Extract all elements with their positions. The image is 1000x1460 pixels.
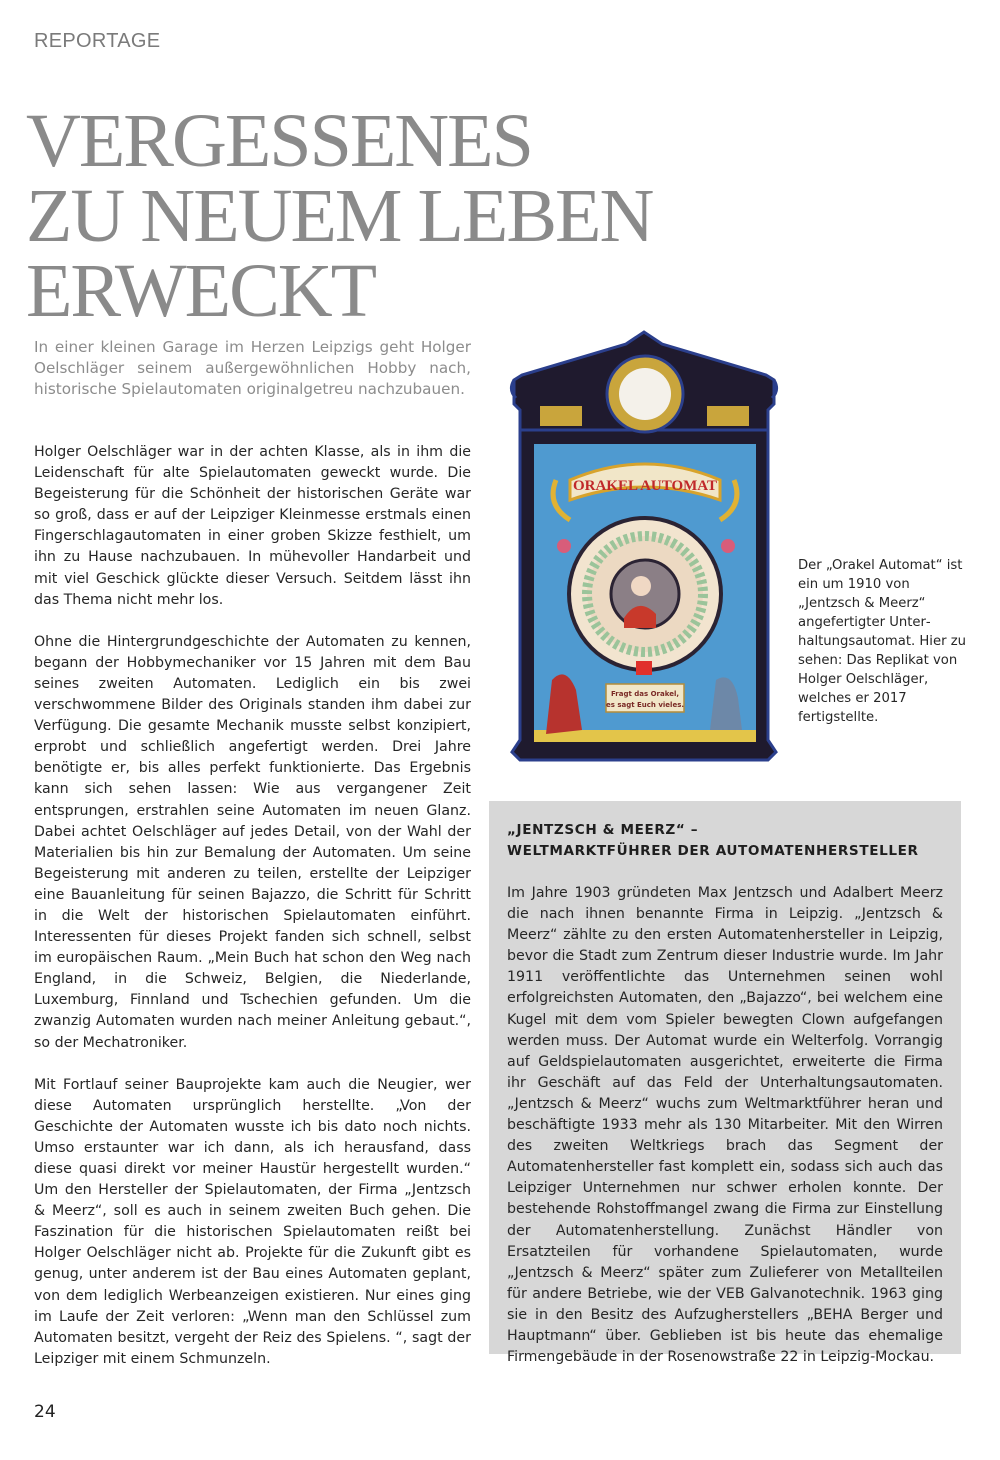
marquee-text: ORAKEL AUTOMAT [572, 478, 718, 494]
sidebar-title [507, 820, 943, 862]
coin-slot-plate [540, 406, 582, 426]
oracle-plaque [606, 684, 684, 712]
body-paragraph: Mit Fortlauf seiner Bauprojekte kam auch die Neugier, wer diese Automaten ursprünglich herstellte. „Von der Geschichte der Automaten wusste ich bis dato noch nichts. Umso erstaunter war ich dann, als ich herausfand, dass diese quasi direkt vor meiner Haustür hergestellt wurden.“ Um den Hersteller der Spielautomaten, der Firma „Jentzsch & Meerz“, soll es auch in seinem zweiten Buch gehen. Die Faszination für die historischen Spielautomaten reißt bei Holger Oelschläger nicht ab. Projekte für die Zukunft gibt es genug, unter anderem ist der Bau eines Automaten geplant, von dem lediglich Werbeanzeigen existieren. Nur eines ging im Laufe der Zeit verloren: „Wenn man den Schlüssel zum Automaten besitzt, vergeht der Reiz des Spielens. “, sagt der Leipziger mit einem Schmunzeln. [34, 1076, 471, 1367]
article-body [34, 442, 471, 1391]
headline-line: ERWECKT [26, 249, 376, 333]
article-lead: In einer kleinen Garage im Herzen Leipzigs geht Holger Oelschläger seinem außergewöhnlichen Hobby nach, historische Spielautomaten originalgetreu nachzubauen. [34, 338, 471, 398]
body-paragraph: Ohne die Hintergrundgeschichte der Automaten zu kennen, begann der Hobbymechaniker vor 15 Jahren mit dem Bau seines zweiten Automaten. Lediglich ein bis zwei verschwommene Bilder des Originals standen ihm dabei zur Verfügung. Die gesamte Mechanik musste selbst konzipiert, erprobt und schließlich angefertigt werden. Drei Jahre benötigte er, bis alles perfekt funktionierte. Das Ergebnis kann sich sehen lassen: Wie aus vergangener Zeit entsprungen, erstrahlen seine Automaten im neuen Glanz. Dabei achtet Oelschläger auf jedes Detail, von der Wahl der Materialien bis hin zur Bemalung der Automaten. Um seine Begeisterung mit anderen zu teilen, erstellte der Leipziger eine Bauanleitung für seinen Bajazzo, die Schritt für Schritt in die Welt der historischen Spielautomaten einführt. Interessenten für dieses Projekt fanden sich schnell, selbst im europäischen Raum. „Mein Buch hat schon den Weg nach England, in die Schweiz, Belgien, die Niederlande, Luxemburg, Finnland und Tschechien gefunden. Um die zwanzig Automaten wurden nach meiner Anleitung gebaut.“, so der Mechatroniker. [34, 633, 471, 1051]
sidebar-text: Im Jahre 1903 gründeten Max Jentzsch und Adalbert Meerz die nach ihnen benannte Firma in Leipzig. „Jentzsch & Meerz“ zählte zu den ersten Automatenhersteller in Leipzig, bevor die Stadt zum Zentrum dieser Industrie wurde. Im Jahr 1911 veröffentlichte das Unternehmen seinen wohl erfolgreichsten Automaten, den „Bajazzo“, bei welchem eine Kugel mit dem vom Spieler bewegten Clown aufgefangen werden muss. Der Automat wurde ein Welterfolg. Vorrangig auf Geldspielautomaten ausgerichtet, erweiterte die Firma ihr Geschäft auf das Feld der Unterhaltungsautomaten. „Jentzsch & Meerz“ wuchs zum Weltmarktführer heran und beschäftigte 1933 mehr als 130 Mitarbeiter. Mit den Wirren des zweiten Weltkriegs brach das Segment der Automatenhersteller fast komplett ein, sodass sich auch das Leipziger Unternehmen nur schwer erholen konnte. Der bestehende Rohstoffmangel zwang die Firma zur Einstellung der Automatenherstellung. Zunächst Händler von Ersatzteilen für vorhandene Spielautomaten, wurde „Jentzsch & Meerz“ später zum Zulieferer von Metallteilen für andere Betriebe, wie der VEB Galvanotechnik. 1963 ging sie in den Besitz des Aufzugherstellers „BEHA Berger und Hauptmann“ über. Geblieben ist bis heute das ehemalige Firmengebäude in der Rosenowstraße 22 in Leipzig-Mockau. [507, 885, 943, 1366]
headline-line: ZU NEUEM LEBEN [26, 174, 653, 258]
page-number: 24 [34, 1402, 56, 1422]
brass-plate [707, 406, 749, 426]
headline-line: VERGESSENES [26, 99, 532, 183]
sidebar-title-line: „JENTZSCH & MEERZ“ – [507, 822, 699, 838]
photo-caption: Der „Orakel Automat“ ist ein um 1910 von „Jentzsch & Meerz“ angefertigter Unterhaltungsautomat. Hier zu sehen: Das Replikat von Holger Oelschläger, welches er 2017 fertigstellte. [798, 558, 966, 725]
plaque-line: Fragt das Orakel, [610, 690, 680, 698]
section-label: REPORTAGE [34, 30, 161, 52]
sidebar-box [489, 801, 961, 1366]
body-paragraph: Holger Oelschläger war in der achten Klasse, als in ihm die Leidenschaft für alte Spielautomaten geweckt wurde. Die Begeisterung für die Schönheit der historischen Geräte war so groß, dass er auf der Leipziger Kleinmesse erstmals einen Fingerschlagautomaten in einer groben Skizze festhielt, um ihn zu Hause nachzubauen. In mühevoller Handarbeit und mit viel Geschick glückte dieser Versuch. Seitdem lässt ihn das Thema nicht mehr los. [34, 444, 471, 608]
article-headline [26, 99, 653, 333]
plaque-line: es sagt Euch vieles. [605, 701, 685, 709]
sidebar-title-line: WELTMARKTFÜHRER DER AUTOMATENHERSTELLER [507, 843, 919, 859]
orakel-automat-photo [506, 330, 782, 764]
